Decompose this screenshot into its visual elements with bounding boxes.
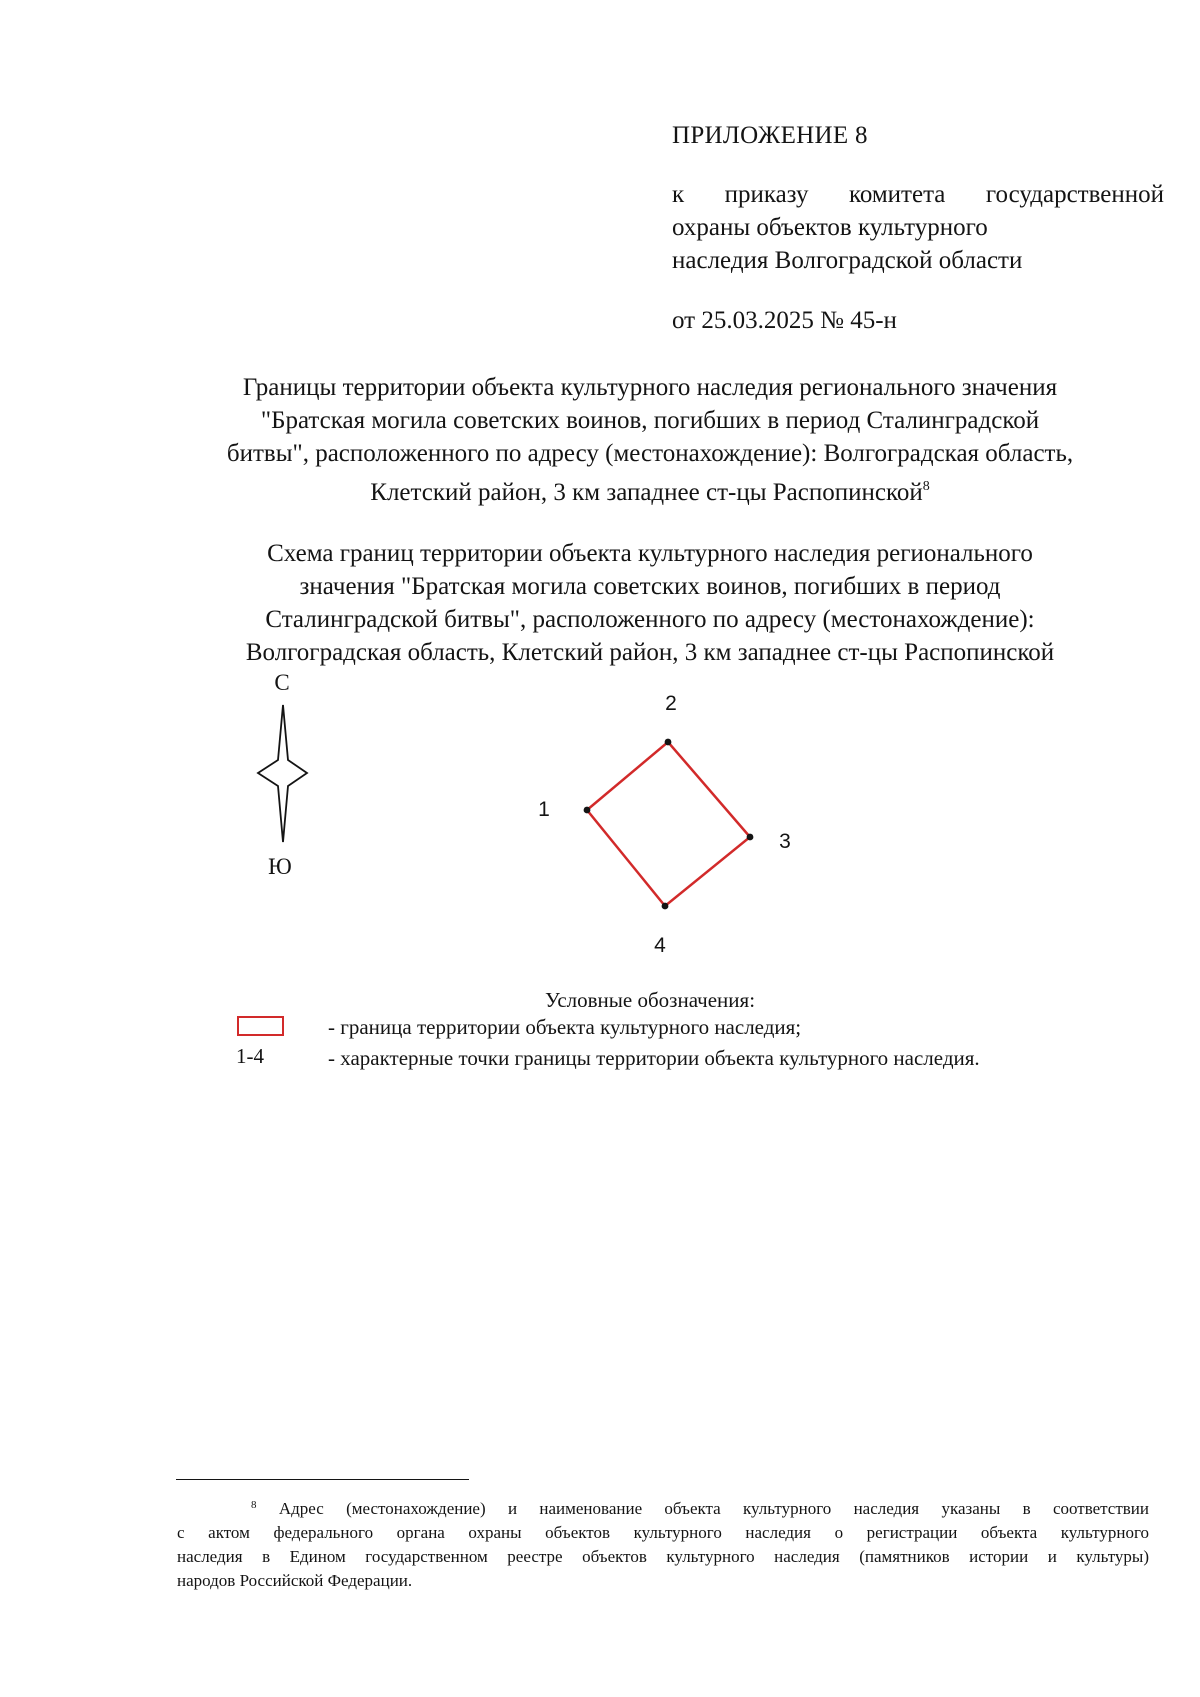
appendix-title: ПРИЛОЖЕНИЕ 8 [672,122,868,149]
scheme-line: Сталинградской битвы", расположенного по адресу (местонахождение): [265,606,1035,633]
legend-item-text: - характерные точки границы территории объекта культурного наследия. [328,1046,980,1070]
north-arrow-icon [258,705,307,842]
compass-south-label: Ю [268,854,292,879]
footnote-rule [176,1479,469,1480]
boundary-polygon [587,742,750,906]
scheme-line: Волгоградская область, Клетский район, 3 км западнее ст-цы Распопинской [245,639,1055,666]
point-label-2: 2 [665,692,677,715]
legend-item-text: - граница территории объекта культурного наследия; [328,1015,802,1039]
point-label-1: 1 [538,798,550,821]
footnote-ref: 8 [922,479,930,494]
footnote-line-text: Адрес (местонахождение) и наименование объекта культурного наследия указаны в соответствии [278,1499,1149,1518]
compass-rose [258,670,307,879]
footnote [177,1493,1149,1593]
appendix-line: охраны объектов культурного [672,214,988,241]
boundary-point [662,903,669,910]
boundary-point [665,739,672,746]
footnote-line: наследия в Едином государственном реестре объектов культурного наследия (памятников истории и культуры) [177,1547,1149,1566]
title-line-text: Клетский район, 3 км западнее ст-цы Распопинской [370,479,923,506]
scheme-line: Схема границ территории объекта культурного наследия регионального [267,540,1033,567]
point-label-3: 3 [779,830,791,853]
appendix-date: от 25.03.2025 № 45-н [672,307,897,334]
footnote-line: народов Российской Федерации. [177,1571,413,1590]
footnote-line [177,1493,1149,1521]
legend-points-label: 1-4 [236,1044,264,1068]
legend-boundary-swatch [237,1016,284,1036]
title-line: Границы территории объекта культурного наследия регионального значения [242,374,1058,401]
footnote-number: 8 [251,1499,257,1511]
appendix-line: к приказу комитета государственной [672,181,1164,208]
title-line: "Братская могила советских воинов, погибших в период Сталинградской [260,407,1040,434]
boundary-point [747,834,754,841]
compass-north-label: С [274,670,290,695]
scheme-line: значения "Братская могила советских воинов, погибших в период [299,573,1001,600]
title-line: битвы", расположенного по адресу (местонахождение): Волгоградская область, [226,440,1074,467]
boundary-point [584,807,591,814]
footnote-line: с актом федерального органа охраны объектов культурного наследия о регистрации объекта культурного [177,1523,1149,1542]
appendix-line: наследия Волгоградской области [672,247,1023,274]
point-label-4: 4 [654,934,666,957]
legend-title: Условные обозначения: [545,988,756,1012]
